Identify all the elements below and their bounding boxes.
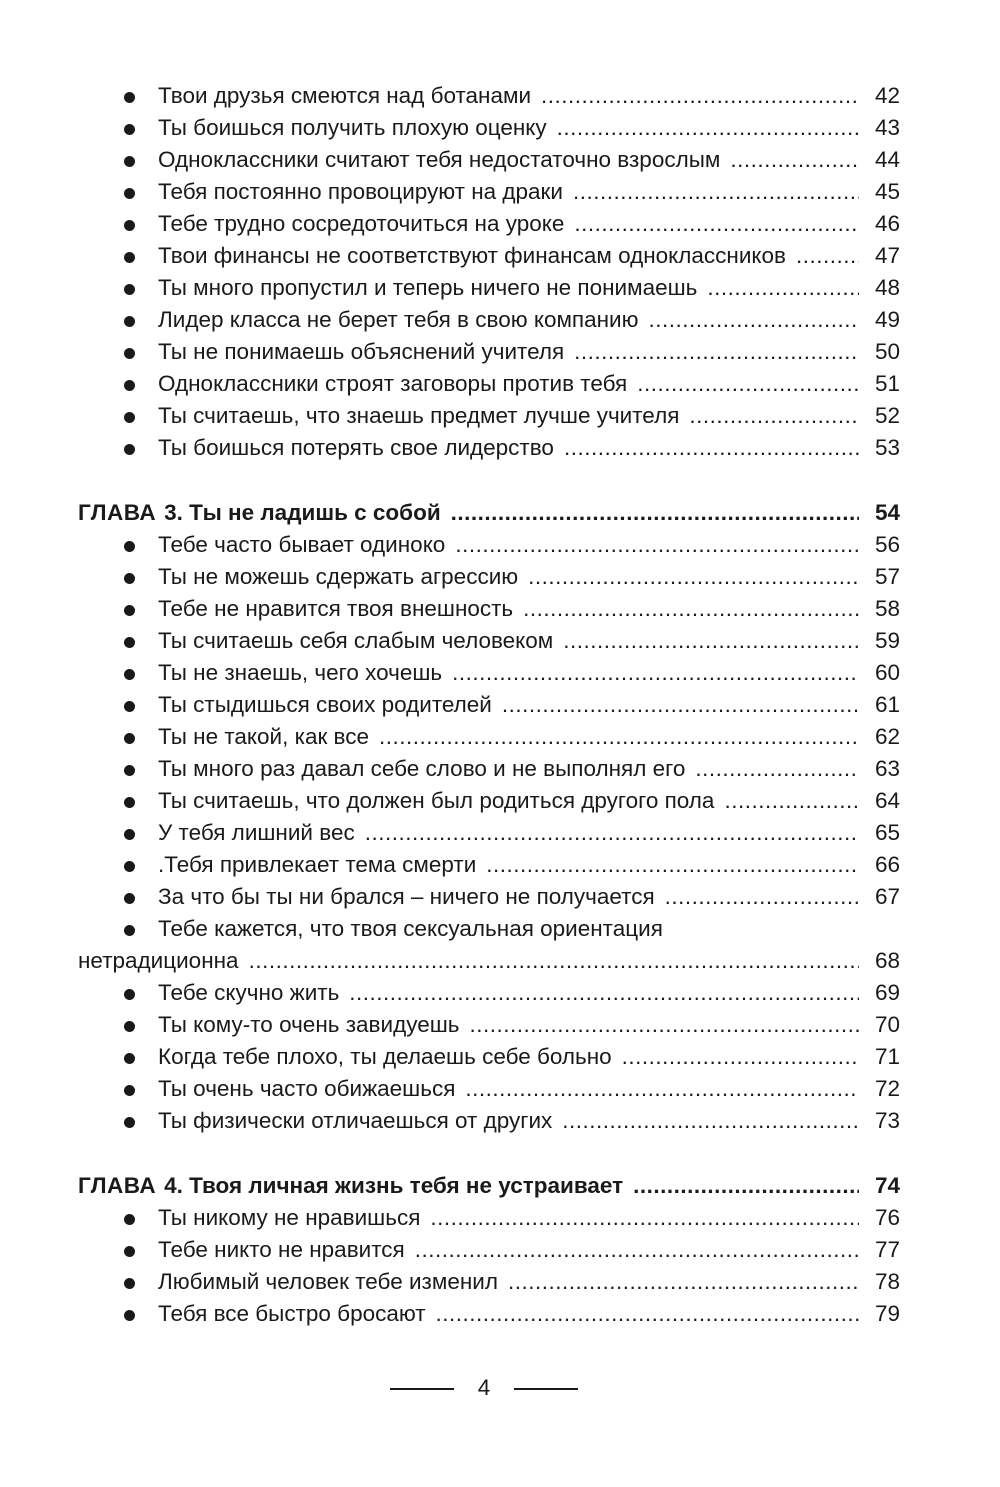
toc-page-number: 58 <box>874 596 900 621</box>
dot-leader <box>349 977 859 1009</box>
page-number: 4 <box>477 1375 491 1400</box>
toc-entry <box>0 753 1000 785</box>
toc-page-number: 71 <box>874 1044 900 1069</box>
toc-entry <box>0 849 1000 881</box>
dot-leader <box>379 721 859 753</box>
bullet-icon <box>124 220 135 231</box>
toc-entry <box>0 977 1000 1009</box>
dot-leader <box>486 849 859 881</box>
dot-leader <box>562 1105 859 1137</box>
toc-entry-title: Тебе не нравится твоя внешность <box>158 596 514 621</box>
toc-entry-title: Когда тебе плохо, ты делаешь себе больно <box>158 1044 612 1069</box>
dot-leader <box>707 272 859 304</box>
toc-entry-title: Ты считаешь, что знаешь предмет лучше учителя <box>158 403 680 428</box>
toc-page-number: 60 <box>874 660 900 685</box>
toc-entry <box>0 657 1000 689</box>
dot-leader <box>563 625 859 657</box>
dot-leader <box>541 80 859 112</box>
toc-page-number: 45 <box>874 179 900 204</box>
dot-leader <box>365 817 859 849</box>
dot-leader <box>557 112 859 144</box>
bullet-icon <box>124 989 135 1000</box>
bullet-icon <box>124 380 135 391</box>
dot-leader <box>573 176 859 208</box>
dot-leader <box>622 1041 859 1073</box>
toc-entry-title: Тебя все быстро бросают <box>158 1301 426 1326</box>
toc-entry-title: Тебе кажется, что твоя сексуальная ориентация <box>158 916 663 941</box>
dot-leader <box>633 1170 859 1202</box>
toc-page-number: 64 <box>874 788 900 813</box>
bullet-icon <box>124 637 135 648</box>
toc-entry <box>0 144 1000 176</box>
toc-entry <box>0 1234 1000 1266</box>
toc-entry <box>0 240 1000 272</box>
toc-page-number: 72 <box>874 1076 900 1101</box>
dot-leader <box>796 240 859 272</box>
toc-entry <box>0 913 1000 945</box>
bullet-icon <box>124 541 135 552</box>
toc-entry-title: .Тебя привлекает тема смерти <box>158 852 477 877</box>
toc-entry-title: Тебе часто бывает одиноко <box>158 532 446 557</box>
toc-entry-title: Одноклассники строят заговоры против тебя <box>158 371 628 396</box>
bullet-icon <box>124 1053 135 1064</box>
toc-entry-title: Ты много раз давал себе слово и не выполнял его <box>158 756 686 781</box>
bullet-icon <box>124 573 135 584</box>
toc-page-number: 66 <box>874 852 900 877</box>
toc-entry <box>0 1105 1000 1137</box>
toc-page-number: 62 <box>874 724 900 749</box>
toc-entry <box>0 400 1000 432</box>
toc-entry-title: Ты очень часто обижаешься <box>158 1076 456 1101</box>
chapter-heading <box>0 1170 1000 1202</box>
dot-leader <box>249 945 859 977</box>
bullet-icon <box>124 1214 135 1225</box>
toc-entry <box>0 368 1000 400</box>
dot-leader <box>637 368 859 400</box>
dot-leader <box>665 881 859 913</box>
bullet-icon <box>124 1085 135 1096</box>
chapter-title: 3. Ты не ладишь с собой <box>164 500 441 525</box>
toc-entry-title: Ты никому не нравишься <box>158 1205 421 1230</box>
dot-leader <box>574 336 859 368</box>
toc-entry <box>0 785 1000 817</box>
toc-entry <box>0 1298 1000 1330</box>
bullet-icon <box>124 316 135 327</box>
toc-page-number: 53 <box>874 435 900 460</box>
chapter-label: ГЛАВА <box>78 1173 157 1198</box>
toc-entry <box>0 112 1000 144</box>
dot-leader <box>470 1009 860 1041</box>
bullet-icon <box>124 188 135 199</box>
toc-page-number: 79 <box>874 1301 900 1326</box>
bullet-icon <box>124 669 135 680</box>
toc-entry-title: Ты не понимаешь объяснений учителя <box>158 339 565 364</box>
toc-entry <box>0 432 1000 464</box>
toc-entry-title: Ты физически отличаешься от других <box>158 1108 553 1133</box>
dot-leader <box>689 400 859 432</box>
dot-leader <box>465 1073 859 1105</box>
toc-entry-title: Тебе трудно сосредоточиться на уроке <box>158 211 565 236</box>
dot-leader <box>415 1234 859 1266</box>
toc-entry <box>0 529 1000 561</box>
footer-dash-left <box>390 1388 454 1390</box>
toc-entry-title: Ты боишься получить плохую оценку <box>158 115 547 140</box>
bullet-icon <box>124 733 135 744</box>
toc-entry <box>0 80 1000 112</box>
toc-page-number: 68 <box>874 948 900 973</box>
bullet-icon <box>124 797 135 808</box>
toc-entry-title: нетрадиционна <box>78 948 239 973</box>
toc-page-number: 47 <box>874 243 900 268</box>
toc-entry <box>0 625 1000 657</box>
toc-entry <box>0 881 1000 913</box>
toc-entry <box>0 689 1000 721</box>
bullet-icon <box>124 156 135 167</box>
toc-entry <box>0 1041 1000 1073</box>
toc-entry-title: Одноклассники считают тебя недостаточно взрослым <box>158 147 721 172</box>
bullet-icon <box>124 1021 135 1032</box>
toc-entry <box>0 336 1000 368</box>
toc-entry-title: Ты не можешь сдержать агрессию <box>158 564 519 589</box>
toc-entry <box>0 1266 1000 1298</box>
chapter-title: 4. Твоя личная жизнь тебя не устраивает <box>164 1173 624 1198</box>
dot-leader <box>452 657 859 689</box>
toc-entry-title: Ты кому-то очень завидуешь <box>158 1012 460 1037</box>
chapter-heading <box>0 497 1000 529</box>
toc-page-number: 70 <box>874 1012 900 1037</box>
toc-page-number: 59 <box>874 628 900 653</box>
toc-page-number: 67 <box>874 884 900 909</box>
bullet-icon <box>124 861 135 872</box>
toc-entry-title: Ты стыдишься своих родителей <box>158 692 492 717</box>
dot-leader <box>564 432 859 464</box>
toc-page-number: 78 <box>874 1269 900 1294</box>
toc-page-number: 77 <box>874 1237 900 1262</box>
toc-entry <box>0 176 1000 208</box>
dot-leader <box>508 1266 859 1298</box>
toc-page-number: 74 <box>874 1173 900 1198</box>
toc-entry-title: Тебе скучно жить <box>158 980 340 1005</box>
toc-page-number: 52 <box>874 403 900 428</box>
toc-page-number: 61 <box>874 692 900 717</box>
dot-leader <box>455 529 859 561</box>
bullet-icon <box>124 1278 135 1289</box>
dot-leader <box>724 785 859 817</box>
toc-page-number: 43 <box>874 115 900 140</box>
toc-entry-title: Ты не такой, как все <box>158 724 370 749</box>
dot-leader <box>523 593 859 625</box>
dot-leader <box>528 561 859 593</box>
toc-page-number: 50 <box>874 339 900 364</box>
chapter-label: ГЛАВА <box>78 500 157 525</box>
bullet-icon <box>124 412 135 423</box>
toc-page-number: 76 <box>874 1205 900 1230</box>
footer-dash-right <box>514 1388 578 1390</box>
toc-entry-title: Ты не знаешь, чего хочешь <box>158 660 443 685</box>
toc-page-number: 44 <box>874 147 900 172</box>
bullet-icon <box>124 92 135 103</box>
toc-entry-title: Ты считаешь себя слабым человеком <box>158 628 554 653</box>
page-footer <box>0 1372 1000 1404</box>
toc-page-number: 56 <box>874 532 900 557</box>
dot-leader <box>451 497 859 529</box>
toc-page-number: 63 <box>874 756 900 781</box>
bullet-icon <box>124 1310 135 1321</box>
bullet-icon <box>124 605 135 616</box>
bullet-icon <box>124 252 135 263</box>
toc-page-number: 46 <box>874 211 900 236</box>
bullet-icon <box>124 284 135 295</box>
toc-entry <box>0 1009 1000 1041</box>
toc-entry <box>0 1202 1000 1234</box>
toc-page-number: 54 <box>874 500 900 525</box>
dot-leader <box>730 144 859 176</box>
toc-page-number: 57 <box>874 564 900 589</box>
bullet-icon <box>124 765 135 776</box>
toc-entry-title: Ты считаешь, что должен был родиться другого пола <box>158 788 715 813</box>
dot-leader <box>502 689 859 721</box>
toc-entry-title: Твои финансы не соответствуют финансам одноклассников <box>158 243 786 268</box>
dot-leader <box>436 1298 859 1330</box>
bullet-icon <box>124 893 135 904</box>
bullet-icon <box>124 829 135 840</box>
toc-entry <box>0 817 1000 849</box>
toc-entry-title: Твои друзья смеются над ботанами <box>158 83 532 108</box>
toc-entry <box>0 721 1000 753</box>
toc-page-number: 65 <box>874 820 900 845</box>
bullet-icon <box>124 1117 135 1128</box>
bullet-icon <box>124 1246 135 1257</box>
dot-leader <box>695 753 859 785</box>
toc-page-number: 48 <box>874 275 900 300</box>
toc-page-number: 49 <box>874 307 900 332</box>
toc-entry-title: Любимый человек тебе изменил <box>158 1269 498 1294</box>
toc-entry <box>0 304 1000 336</box>
bullet-icon <box>124 444 135 455</box>
toc-page-number: 51 <box>874 371 900 396</box>
toc-page-number: 42 <box>874 83 900 108</box>
toc-entry-title: За что бы ты ни брался – ничего не получается <box>158 884 655 909</box>
toc-entry-title: Тебя постоянно провоцируют на драки <box>158 179 563 204</box>
toc-entry <box>0 561 1000 593</box>
dot-leader <box>649 304 860 336</box>
bullet-icon <box>124 925 135 936</box>
dot-leader <box>430 1202 859 1234</box>
toc-entry-title: Ты боишься потерять свое лидерство <box>158 435 554 460</box>
toc-entry-continuation <box>0 945 1000 977</box>
toc-entry <box>0 593 1000 625</box>
dot-leader <box>574 208 859 240</box>
bullet-icon <box>124 701 135 712</box>
toc-entry <box>0 1073 1000 1105</box>
toc-entry-title: Тебе никто не нравится <box>158 1237 405 1262</box>
toc-entry-title: Лидер класса не берет тебя в свою компанию <box>158 307 639 332</box>
toc-entry-title: У тебя лишний вес <box>158 820 355 845</box>
bullet-icon <box>124 124 135 135</box>
toc-entry <box>0 272 1000 304</box>
bullet-icon <box>124 348 135 359</box>
toc-entry <box>0 208 1000 240</box>
toc-page-number: 73 <box>874 1108 900 1133</box>
toc-page-number: 69 <box>874 980 900 1005</box>
toc-entry-title: Ты много пропустил и теперь ничего не понимаешь <box>158 275 698 300</box>
